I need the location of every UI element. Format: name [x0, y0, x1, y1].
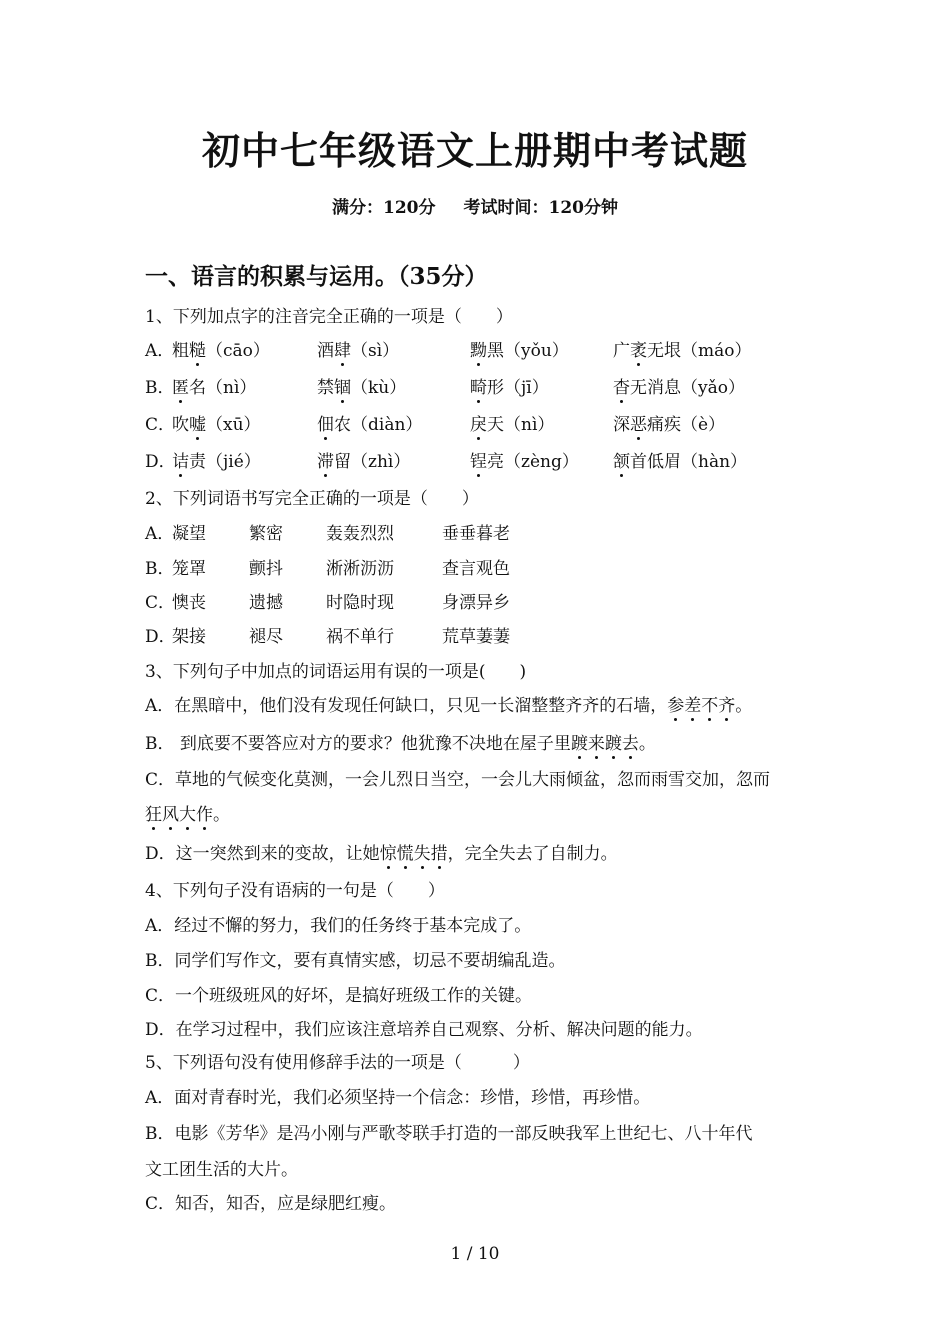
q2-option-word: 懊丧 — [172, 593, 206, 613]
q1-option-item: 颔首低眉（hàn） — [613, 447, 747, 472]
dotted-phrase: 参差不齐 — [667, 696, 735, 716]
q2-option-word: 凝望 — [172, 524, 206, 544]
section-heading: 一、语言的积累与运用。（35分） — [145, 263, 488, 290]
q5-option-c: C．知否，知否，应是绿肥红瘦。 — [145, 1194, 397, 1214]
q2-option-word: 架接 — [172, 627, 206, 647]
q1-option-label: B． — [145, 378, 175, 398]
q1-option-item: 滞留（zhì） — [317, 447, 410, 472]
q1-option-item: 佃农（diàn） — [317, 410, 422, 435]
exam-time: 考试时间：120分钟 — [463, 198, 618, 218]
q1-option-label: A． — [145, 341, 175, 361]
q2-option-word: 查言观色 — [442, 559, 510, 579]
q2-option-label: A． — [145, 524, 175, 544]
q5-stem: 5、下列语句没有使用修辞手法的一项是（ ） — [145, 1053, 530, 1073]
page-title: 初中七年级语文上册期中考试题 — [201, 128, 748, 173]
q2-option-label: B． — [145, 559, 175, 579]
q1-option-item: 诘责（jié） — [172, 447, 261, 472]
q3-stem: 3、下列句子中加点的词语运用有误的一项是( ) — [145, 662, 527, 682]
q1-option-item: 杳无消息（yǎo） — [613, 373, 745, 398]
q2-option-word: 笼罩 — [172, 559, 206, 579]
q5-option-b: B．电影《芳华》是冯小刚与严歌苓联手打造的一部反映我军上世纪七、八十年代 — [145, 1124, 753, 1144]
q1-option-item: 广袤无垠（máo） — [613, 336, 752, 361]
q5-option-b-cont: 文工团生活的大片。 — [145, 1160, 298, 1180]
q1-option-label: D． — [145, 452, 176, 472]
q2-option-word: 轰轰烈烈 — [326, 524, 394, 544]
q2-option-word: 繁密 — [249, 524, 283, 544]
q3-option-d: D．这一突然到来的变故，让她惊慌失措，完全失去了自制力。 — [145, 839, 618, 864]
q1-option-item: 匿名（nì） — [172, 373, 256, 398]
q1-option-item: 吹嘘（xū） — [172, 410, 261, 435]
q1-option-label: C． — [145, 415, 176, 435]
q1-option-item: 黝黑（yǒu） — [470, 336, 569, 361]
q3-option-a: A．在黑暗中，他们没有发现任何缺口，只见一长溜整整齐齐的石墙，参差不齐。 — [145, 691, 752, 716]
q3-option-b: B． 到底要不要答应对方的要求？他犹豫不决地在屋子里踱来踱去。 — [145, 729, 656, 754]
q2-option-word: 荒草萋萋 — [442, 627, 510, 647]
q2-option-word: 淅淅沥沥 — [326, 559, 394, 579]
q1-option-item: 禁锢（kù） — [317, 373, 406, 398]
q4-option: D．在学习过程中，我们应该注意培养自己观察、分析、解决问题的能力。 — [145, 1020, 703, 1040]
dotted-phrase: 惊慌失措 — [380, 844, 448, 864]
q4-option: B．同学们写作文，要有真情实感，切忌不要胡编乱造。 — [145, 951, 566, 971]
q4-stem: 4、下列句子没有语病的一句是（ ） — [145, 881, 445, 901]
exam-meta — [0, 193, 950, 218]
q1-stem: 1、下列加点字的注音完全正确的一项是（ ） — [145, 307, 513, 327]
q2-option-word: 颤抖 — [249, 559, 283, 579]
q1-option-item: 深恶痛疾（è） — [613, 410, 725, 435]
q2-option-word: 垂垂暮老 — [442, 524, 510, 544]
q2-option-word: 褪尽 — [249, 627, 283, 647]
q1-option-item: 戾天（nì） — [470, 410, 554, 435]
q1-option-item: 锃亮（zèng） — [470, 447, 579, 472]
dotted-phrase: 踱来踱去 — [571, 734, 639, 754]
q2-option-label: C． — [145, 593, 176, 613]
dotted-phrase: 狂风大作 — [145, 805, 213, 825]
q4-option: A．经过不懈的努力，我们的任务终于基本完成了。 — [145, 916, 532, 936]
q1-option-item: 酒肆（sì） — [317, 336, 399, 361]
q2-option-word: 祸不单行 — [326, 627, 394, 647]
full-score: 满分：120分 — [332, 198, 436, 218]
q5-option-a: A．面对青春时光，我们必须坚持一个信念：珍惜，珍惜，再珍惜。 — [145, 1088, 651, 1108]
q2-option-label: D． — [145, 627, 176, 647]
q2-stem: 2、下列词语书写完全正确的一项是（ ） — [145, 489, 479, 509]
q3-option-c: C．草地的气候变化莫测，一会儿烈日当空，一会儿大雨倾盆，忽而雨雪交加，忽而 — [145, 770, 771, 790]
q1-option-item: 粗糙（cāo） — [172, 336, 270, 361]
q2-option-word: 时隐时现 — [326, 593, 394, 613]
q3-option-c-cont: 狂风大作。 — [145, 800, 230, 825]
q1-option-item: 畸形（jī） — [470, 373, 549, 398]
q2-option-word: 身漂异乡 — [442, 593, 510, 613]
q4-option: C．一个班级班风的好坏，是搞好班级工作的关键。 — [145, 986, 533, 1006]
page-number: 1 / 10 — [450, 1244, 500, 1264]
q2-option-word: 遗撼 — [249, 593, 283, 613]
